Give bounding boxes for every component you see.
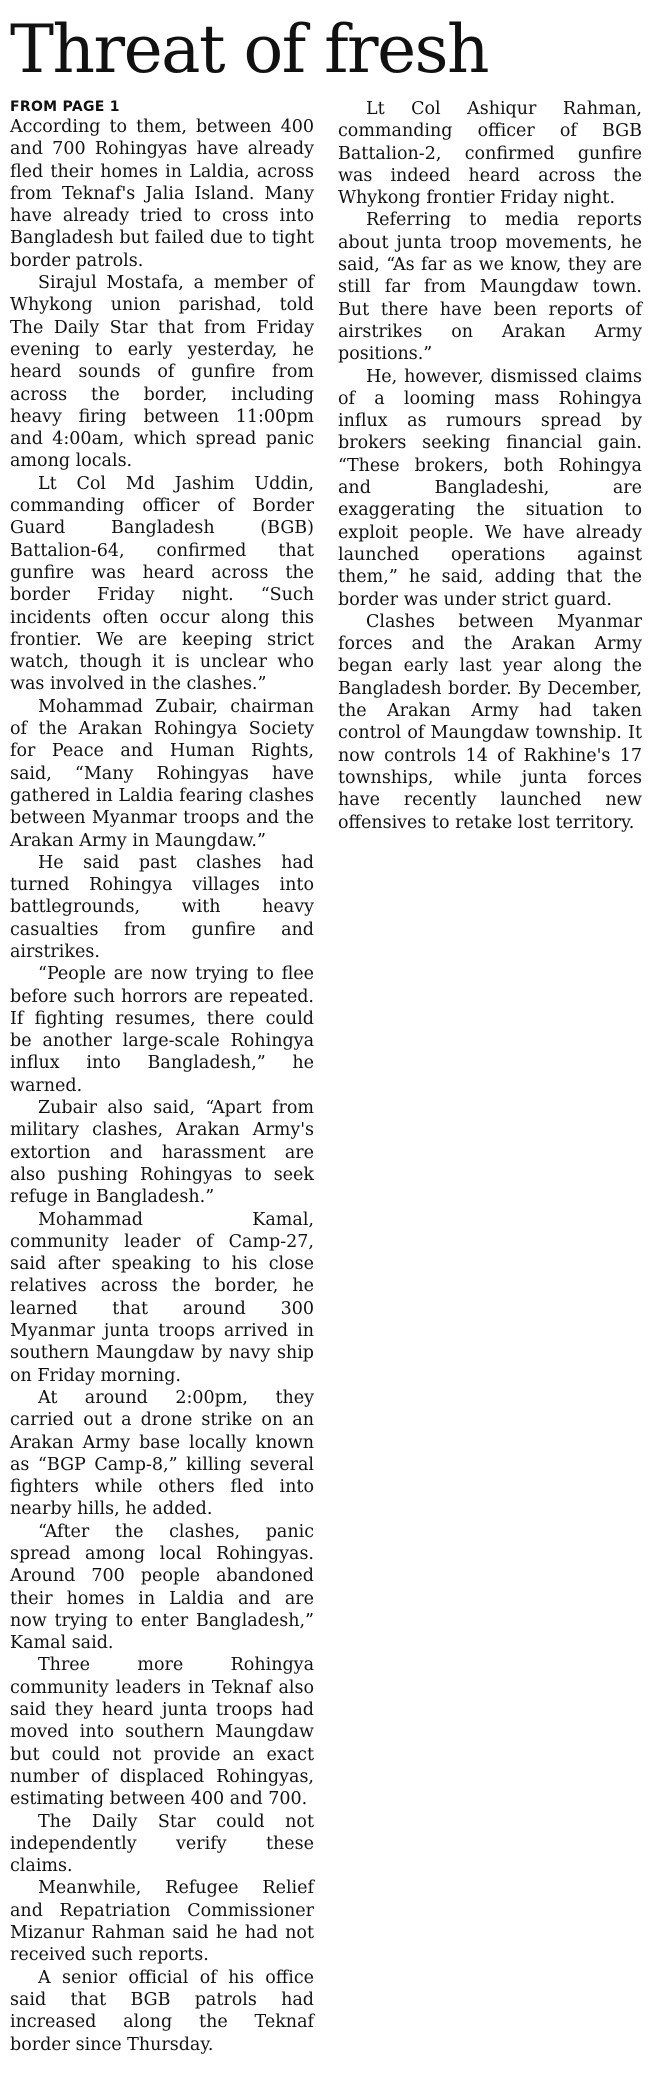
paragraph: At around 2:00pm, they carried out a drone strike on an Arakan Army base locally known as “BGP Camp-8,” killing several fighters while others fled into nearby hills, he added.	[10, 1387, 314, 1520]
paragraph: Lt Col Md Jashim Uddin, commanding officer of Border Guard Bangladesh (BGB) Battalion-64, confirmed that gunfire was heard across the border Friday night. “Such incidents often occur along this frontier. We are keeping strict watch, though it is unclear who was involved in the clashes.”	[10, 473, 314, 695]
paragraph: Mohammad Kamal, community leader of Camp-27, said after speaking to his close relatives across the border, he learned that around 300 Myanmar junta troops arrived in southern Maungdaw by navy ship on Friday morning.	[10, 1209, 314, 1386]
article-body	[10, 98, 642, 2070]
headline: Threat of fresh	[10, 11, 489, 88]
paragraph: He, however, dismissed claims of a looming mass Rohingya influx as rumours spread by brokers seeking financial gain. “These brokers, both Rohingya and Bangladeshi, are exaggerating the situation to exploit people. We have already launched operations against them,” he said, adding that the border was under strict guard.	[338, 366, 642, 610]
paragraph: Referring to media reports about junta troop movements, he said, “As far as we know, they are still far from Maungdaw town. But there have been reports of airstrikes on Arakan Army positions.”	[338, 210, 642, 365]
paragraph: Mohammad Zubair, chairman of the Arakan Rohingya Society for Peace and Human Rights, said, “Many Rohingyas have gathered in Laldia fearing clashes between Myanmar troops and the Arakan Army in Maungdaw.”	[10, 696, 314, 851]
paragraph: Three more Rohingya community leaders in Teknaf also said they heard junta troops had moved into southern Maungdaw but could not provide an exact number of displaced Rohingyas, estimating between 400 and 700.	[10, 1655, 314, 1810]
jump-kicker: FROM PAGE 1	[10, 99, 120, 115]
paragraph: A senior official of his office said that BGB patrols had increased along the Teknaf border since Thursday.	[10, 1967, 314, 2055]
paragraph: The Daily Star could not independently verify these claims.	[10, 1811, 314, 1877]
paragraph: Sirajul Mostafa, a member of Whykong union parishad, told The Daily Star that from Friday evening to early yesterday, he heard sounds of gunfire from across the border, including heavy firing between 11:00pm and 4:00am, which spread panic among locals.	[10, 273, 314, 472]
paragraph: Clashes between Myanmar forces and the Arakan Army began early last year along the Bangladesh border. By December, the Arakan Army had taken control of Maungdaw township. It now controls 14 of Rakhine's 17 townships, while junta forces have recently launched new offensives to retake lost territory.	[338, 611, 642, 833]
paragraph: Meanwhile, Refugee Relief and Repatriation Commissioner Mizanur Rahman said he had not received such reports.	[10, 1878, 314, 1966]
paragraph: Zubair also said, “Apart from military clashes, Arakan Army's extortion and harassment are also pushing Rohingyas to seek refuge in Bangladesh.”	[10, 1098, 314, 1208]
paragraph: “After the clashes, panic spread among local Rohingyas. Around 700 people abandoned their homes in Laldia and are now trying to enter Bangladesh,” Kamal said.	[10, 1521, 314, 1654]
paragraph: Lt Col Ashiqur Rahman, commanding officer of BGB Battalion-2, confirmed gunfire was indeed heard across the Whykong frontier Friday night.	[338, 99, 642, 209]
paragraph: “People are now trying to flee before such horrors are repeated. If fighting resumes, there could be another large-scale Rohingya influx into Bangladesh,” he warned.	[10, 964, 314, 1096]
paragraph: According to them, between 400 and 700 Rohingyas have already fled their homes in Laldia, across from Teknaf's Jalia Island. Many have already tried to cross into Bangladesh but failed due to tight border patrols.	[10, 117, 314, 271]
paragraph: He said past clashes had turned Rohingya villages into battlegrounds, with heavy casualties from gunfire and airstrikes.	[10, 852, 314, 962]
